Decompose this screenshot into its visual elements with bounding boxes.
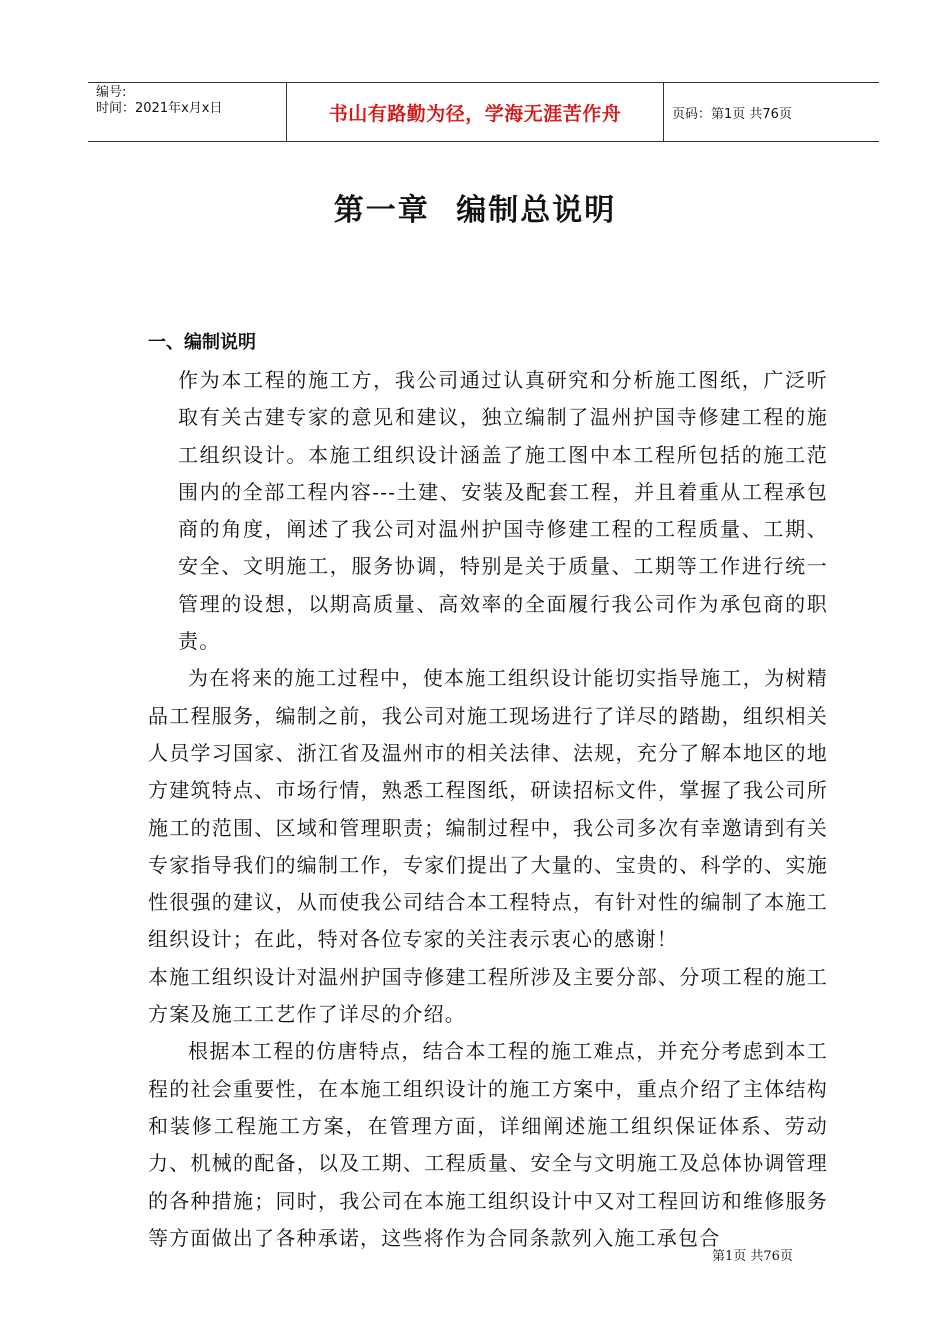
paragraph: 根据本工程的仿唐特点，结合本工程的施工难点，并充分考虑到本工程的社会重要性，在本施工组织设计的施工方案中，重点介绍了主体结构和装修工程施工方案，在管理方面，详细阐述施工组织保证体系、劳动力、机械的配备，以及工期、工程质量、安全与文明施工及总体协调管理的各种措施；同时，我公司在本施工组织设计中又对工程回访和维修服务等方面做出了各种承诺，这些将作为合同条款列入施工承包合 — [148, 1039, 828, 1250]
page-footer: 第1页 共76页 — [712, 1249, 793, 1264]
body-text — [148, 362, 828, 1257]
section-heading: 一、编制说明 — [148, 332, 256, 353]
paragraph: 本施工组织设计对温州护国寺修建工程所涉及主要分部、分项工程的施工方案及施工工艺作了详尽的介绍。 — [148, 964, 828, 1027]
paragraph: 作为本工程的施工方，我公司通过认真研究和分析施工图纸，广泛听取有关古建专家的意见和建议，独立编制了温州护国寺修建工程的施工组织设计。本施工组织设计涵盖了施工图中本工程所包括的施工范围内的全部工程内容---土建、安装及配套工程，并且着重从工程承包商的角度，阐述了我公司对温州护国寺修建工程的工程质量、工期、安全、文明施工，服务协调，特别是关于质量、工期等工作进行统一管理的设想，以期高质量、高效率的全面履行我公司作为承包商的职责。 — [178, 368, 828, 654]
header-page-number: 页码：第1页 共76页 — [672, 106, 792, 122]
chapter-title: 第一章 编制总说明 — [333, 193, 617, 228]
paragraph: 为在将来的施工过程中，使本施工组织设计能切实指导施工，为树精品工程服务，编制之前，我公司对施工现场进行了详尽的踏勘，组织相关人员学习国家、浙江省及温州市的相关法律、法规，充分了解本地区的地方建筑特点、市场行情，熟悉工程图纸，研读招标文件，掌握了我公司所施工的范围、区域和管理职责；编制过程中，我公司多次有幸邀请到有关专家指导我们的编制工作，专家们提出了大量的、宝贵的、科学的、实施性很强的建议，从而使我公司结合本工程特点，有针对性的编制了本施工组织设计；在此，特对各位专家的关注表示衷心的感谢！ — [148, 666, 828, 952]
header-meta-cell — [88, 83, 287, 141]
number-label: 编号: — [96, 85, 127, 100]
header-motto: 书山有路勤为径，学海无涯苦作舟 — [287, 83, 664, 141]
page-header — [88, 82, 879, 142]
time-label: 时间：2021年x月x日 — [96, 101, 223, 116]
